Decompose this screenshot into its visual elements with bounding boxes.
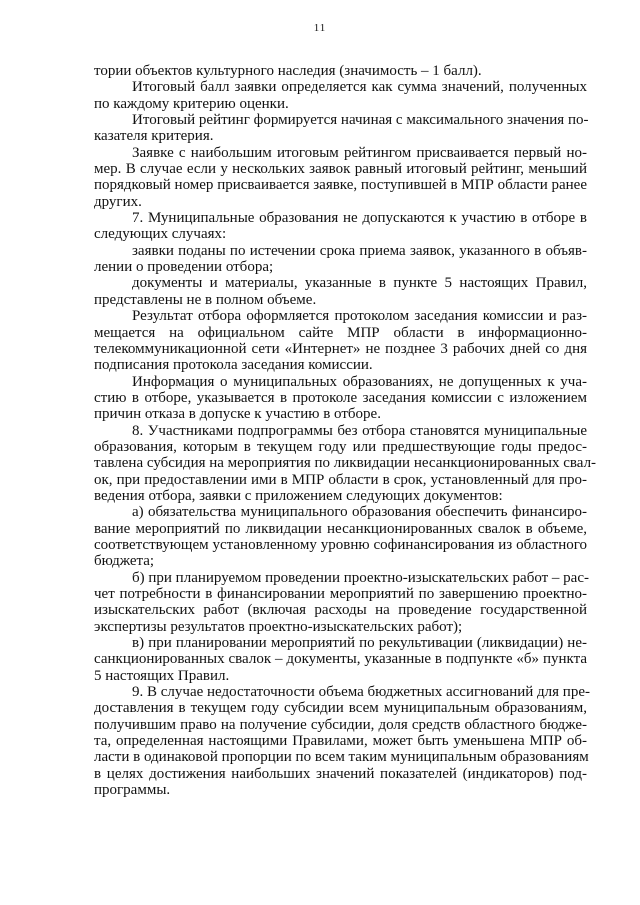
text-line: мер. В случае если у нескольких заявок равный итоговый рейтинг, меньший	[94, 161, 587, 178]
text-line: доставления в текущем году субсидии всем муниципальным образованиям,	[94, 700, 587, 717]
text-line: мещается на официальном сайте МПР области в информационно-	[94, 324, 587, 341]
text-line: в) при планировании мероприятий по рекультивации (ликвидации) не-	[132, 635, 587, 652]
text-line: подписания протокола заседания комиссии.	[94, 357, 373, 374]
text-line: документы и материалы, указанные в пункте 5 настоящих Правил,	[132, 275, 587, 292]
text-line: Итоговый рейтинг формируется начиная с максимального значения по-	[132, 112, 589, 129]
text-line: телекоммуникационной сети «Интернет» не позднее 3 рабочих дней со дня	[94, 340, 587, 357]
text-line: ласти в одинаковой пропорции по всем таким муниципальным образованиям	[94, 749, 589, 766]
text-line: порядковый номер присваивается заявке, поступившей в МПР области ранее	[94, 177, 587, 194]
text-line: ок, при предоставлении ими в МПР области в срок, установленный для про-	[94, 471, 587, 488]
text-line: других.	[94, 193, 142, 210]
text-line: Заявке с наибольшим итоговым рейтингом присваивается первый но-	[132, 144, 587, 161]
text-line: Результат отбора оформляется протоколом заседания комиссии и раз-	[132, 308, 587, 325]
text-line: вание мероприятий по ликвидации несанкционированных свалок в объеме,	[94, 520, 587, 537]
text-line: представлены не в полном объеме.	[94, 291, 317, 308]
text-line: 7. Муниципальные образования не допускаются к участию в отборе в	[132, 210, 587, 227]
text-line: экспертизы результатов проектно-изыскательских работ);	[94, 618, 463, 635]
text-line: соответствующем установленному уровню софинансирования из областного	[94, 536, 587, 553]
text-line: казателя критерия.	[94, 128, 214, 145]
text-line: тавлена субсидия на мероприятия по ликвидации несанкционированных свал-	[94, 455, 597, 472]
text-line: по каждому критерию оценки.	[94, 95, 289, 112]
text-line: тории объектов культурного наследия (значимость – 1 балл).	[94, 63, 482, 79]
text-line: получившим право на получение субсидии, доля средств областного бюдже-	[94, 716, 587, 733]
text-line: чет потребности в финансировании мероприятий по завершению проектно-	[94, 586, 587, 602]
text-line: та, определенная настоящими Правилами, может быть уменьшена МПР об-	[94, 733, 587, 750]
text-line: стию в отборе, указывается в протоколе заседания комиссии с изложением	[94, 389, 587, 406]
text-line: б) при планируемом проведении проектно-изыскательских работ – рас-	[132, 569, 589, 586]
text-line: причин отказа в допуске к участию в отборе.	[94, 406, 381, 423]
text-line: ведения отбора, заявки с приложением следующих документов:	[94, 487, 503, 504]
text-line: Итоговый балл заявки определяется как сумма значений, полученных	[132, 79, 587, 96]
text-line: программы.	[94, 782, 171, 799]
text-line: Информация о муниципальных образованиях, не допущенных к уча-	[132, 373, 587, 390]
document-body	[94, 63, 597, 799]
text-line: образования, которым в текущем году или предшествующие годы предос-	[94, 438, 587, 455]
page-number: 11	[313, 22, 327, 34]
text-line: 8. Участниками подпрограммы без отбора становятся муниципальные	[132, 422, 587, 439]
text-line: 5 настоящих Правил.	[94, 667, 230, 684]
text-line: бюджета;	[94, 553, 155, 570]
text-line: 9. В случае недостаточности объема бюджетных ассигнований для пре-	[132, 684, 590, 701]
text-line: в целях достижения наибольших значений показателей (индикаторов) под-	[94, 765, 587, 782]
text-line: а) обязательства муниципального образования обеспечить финансиро-	[132, 504, 587, 521]
text-line: заявки поданы по истечении срока приема заявок, указанного в объяв-	[132, 242, 587, 259]
text-line: изыскательских работ (включая расходы на проведение государственной	[94, 602, 587, 619]
text-line: следующих случаях:	[94, 226, 227, 243]
text-line: лении о проведении отбора;	[94, 259, 274, 276]
text-line: санкционированных свалок – документы, указанные в подпункте «б» пункта	[94, 651, 587, 668]
